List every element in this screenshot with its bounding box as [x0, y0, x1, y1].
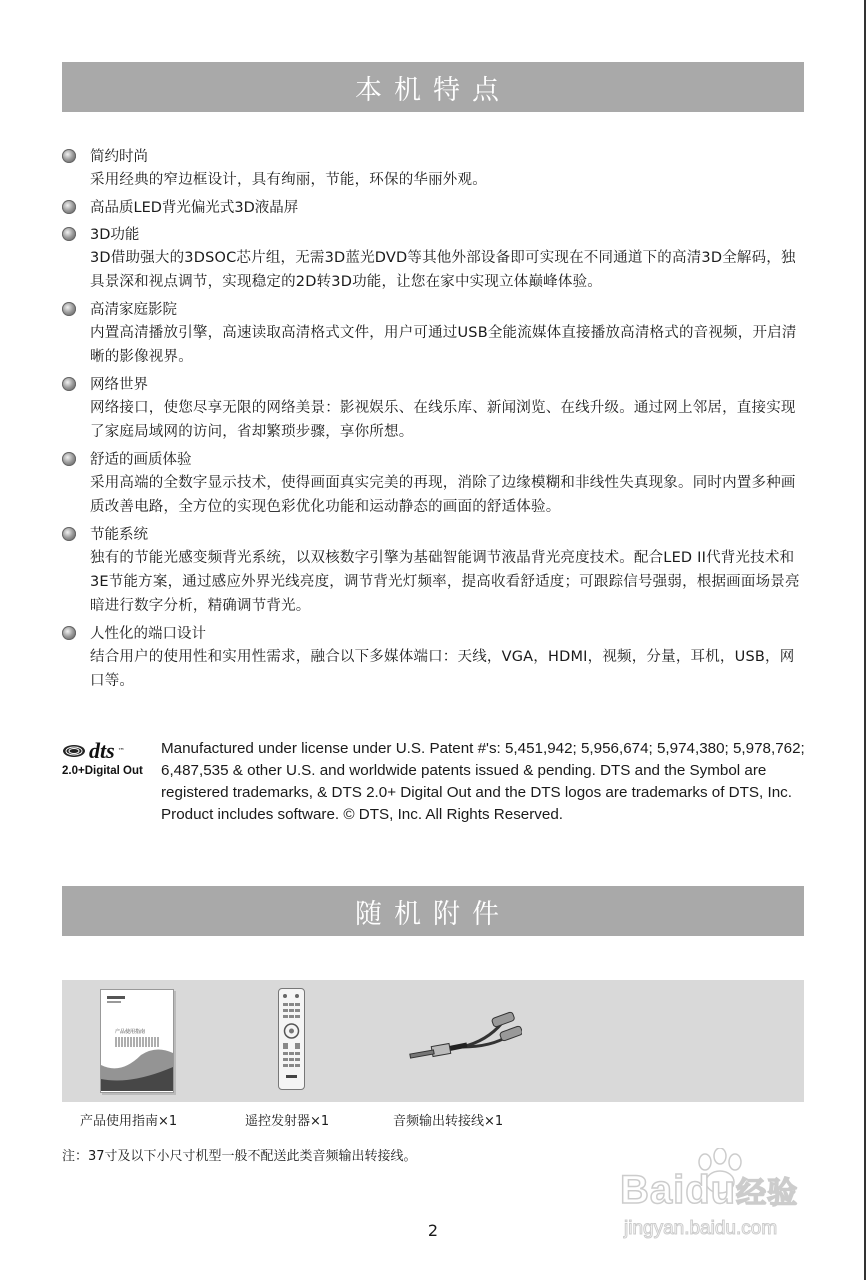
section-header-features	[62, 62, 804, 112]
accessory-label-cable: 音频输出转接线×1	[393, 1114, 504, 1129]
dts-logo-word: dts	[89, 738, 115, 763]
feature-desc: 独有的节能光感变频背光系统，以双核数字引擎为基础智能调节液晶背光亮度技术。配合LED II代背光技术和3E节能方案，通过感应外界光线亮度，调节背光灯频率，提高收看舒适度；可跟踪信号强弱，根据画面场景亮暗进行数字分析，精确调节背光。	[90, 550, 800, 614]
watermark-brand-cn: 经验	[736, 1176, 799, 1211]
feature-item	[62, 146, 807, 192]
feature-title: 人性化的端口设计	[90, 626, 206, 642]
feature-desc: 采用高端的全数字显示技术，使得画面真实完美的再现，消除了边缘模糊和非线性失真现象。同时内置多种画质改善电路，全方位的实现色彩优化功能和运动静态的画面的舒适体验。	[90, 475, 796, 515]
bullet-icon	[62, 626, 76, 640]
dts-disc-icon	[62, 744, 86, 758]
feature-desc: 3D借助强大的3DSOC芯片组，无需3D蓝光DVD等其他外部设备即可实现在不同通道下的高清3D全解码，独具景深和视点调节，实现稳定的2D转3D功能，让您在家中实现立体巅峰体验。	[90, 250, 796, 290]
watermark-url: jingyan.baidu.com	[624, 1218, 778, 1239]
bullet-icon	[62, 452, 76, 466]
bullet-icon	[62, 527, 76, 541]
manual-booklet-image	[100, 989, 174, 1093]
feature-desc: 内置高清播放引擎，高速读取高清格式文件，用户可通过USB全能流媒体直接播放高清格式的音视频，开启清晰的影像视界。	[90, 325, 797, 365]
feature-title: 简约时尚	[90, 149, 148, 165]
dts-license-text: Manufactured under license under U.S. Patent #'s: 5,451,942; 5,956,674; 5,974,380; 5,978,762; 6,487,535 & other U.S. and worldwide patents issued & pending. DTS and the Symbol are registered trademarks, & DTS 2.0+ Digital Out and the DTS logos are trademarks of DTS, Inc. Product includes software. © DTS, Inc. All Rights Reserved.	[161, 740, 805, 823]
section-title: 本机特点	[355, 74, 511, 106]
page-number: 2	[427, 1221, 439, 1240]
feature-title: 高品质LED背光偏光式3D液晶屏	[90, 200, 299, 216]
feature-title: 网络世界	[90, 377, 148, 393]
feature-item	[62, 374, 807, 444]
bullet-icon	[62, 302, 76, 316]
feature-list	[62, 146, 807, 698]
accessory-label-manual: 产品使用指南×1	[80, 1114, 178, 1129]
accessory-image-panel	[62, 980, 804, 1102]
feature-title: 3D功能	[90, 227, 140, 243]
feature-item	[62, 524, 807, 618]
bullet-icon	[62, 227, 76, 241]
accessory-label-remote: 遥控发射器×1	[245, 1114, 330, 1129]
remote-control-image	[278, 988, 305, 1090]
section-title: 随机附件	[355, 898, 511, 930]
watermark-brand: Baidu	[620, 1168, 737, 1212]
feature-item	[62, 299, 807, 369]
dts-logo	[62, 738, 152, 777]
booklet-title: 产品使用指南	[115, 1029, 146, 1035]
feature-desc: 结合用户的使用性和实用性需求，融合以下多媒体端口：天线，VGA，HDMI，视频，分量，耳机，USB，网口等。	[90, 649, 795, 689]
section-header-accessories	[62, 886, 804, 936]
feature-desc: 采用经典的窄边框设计，具有绚丽，节能，环保的华丽外观。	[90, 172, 487, 188]
feature-title: 高清家庭影院	[90, 302, 177, 318]
dts-logo-tm: ™	[117, 747, 125, 755]
feature-item	[62, 197, 807, 219]
bullet-icon	[62, 200, 76, 214]
feature-title: 节能系统	[90, 527, 148, 543]
accessory-note: 注：37寸及以下小尺寸机型一般不配送此类音频输出转接线。	[62, 1149, 417, 1164]
feature-item	[62, 449, 807, 519]
dts-logo-sub: 2.0+Digital Out	[62, 765, 143, 777]
bullet-icon	[62, 377, 76, 391]
feature-desc: 网络接口，使您尽享无限的网络美景：影视娱乐、在线乐库、新闻浏览、在线升级。通过网上邻居，直接实现了家庭局域网的访问，省却繁琐步骤，享你所想。	[90, 400, 796, 440]
bullet-icon	[62, 149, 76, 163]
feature-title: 舒适的画质体验	[90, 452, 192, 468]
feature-item	[62, 623, 807, 693]
feature-item	[62, 224, 807, 294]
audio-cable-image	[392, 1005, 522, 1065]
